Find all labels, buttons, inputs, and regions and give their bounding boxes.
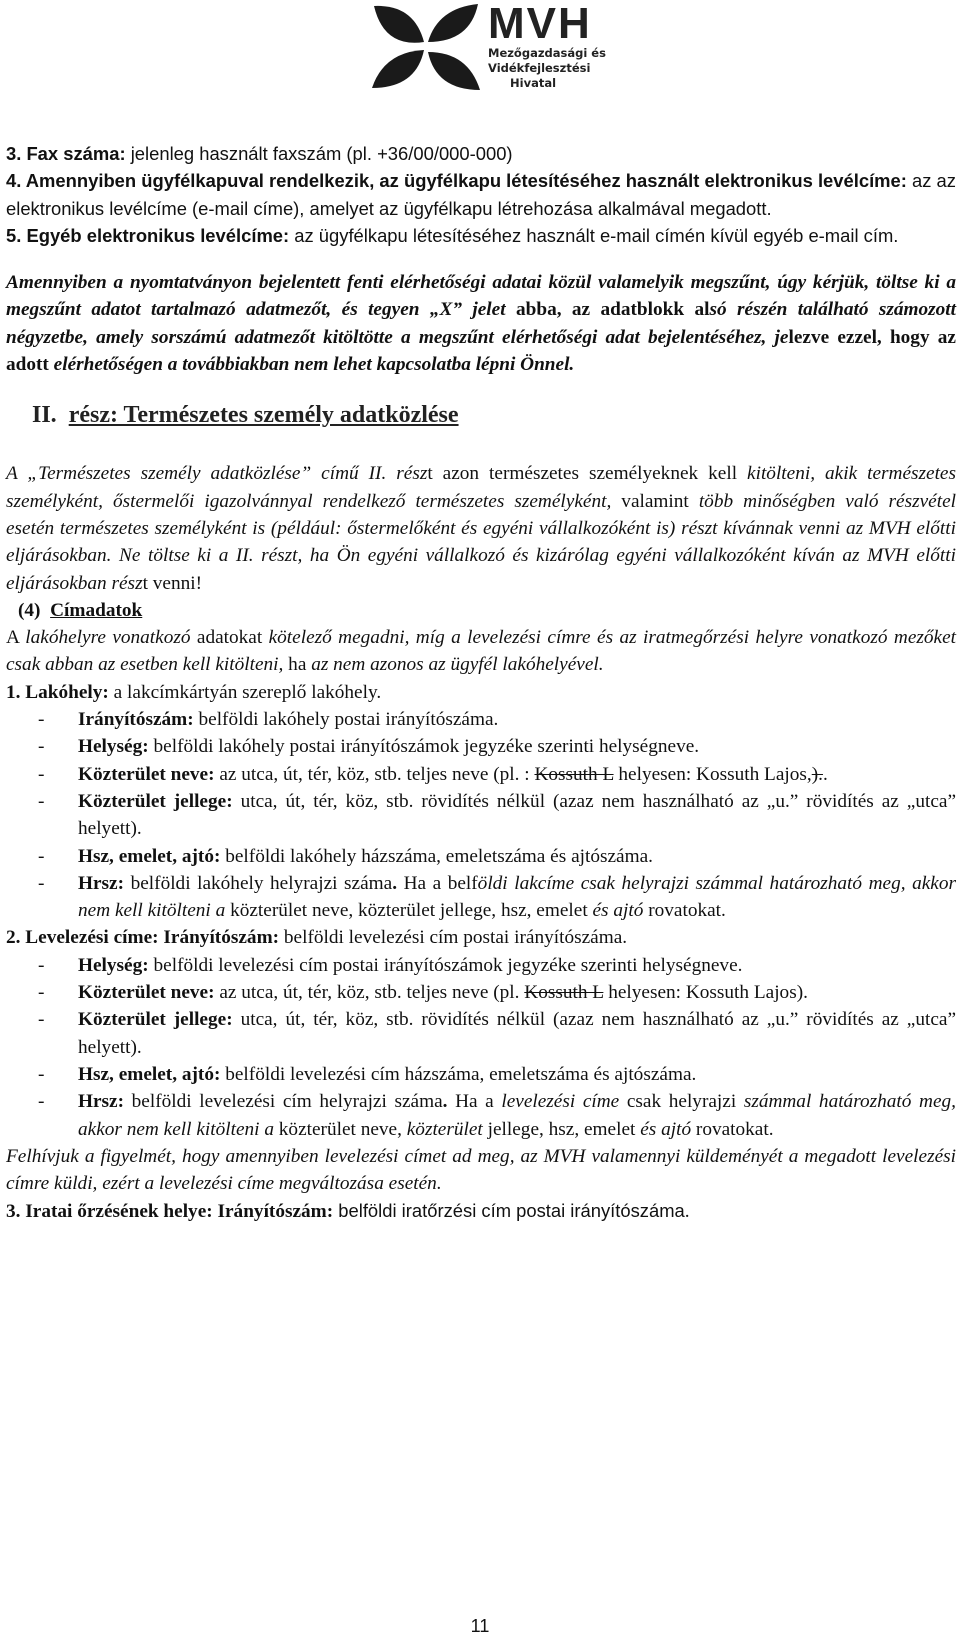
list-item-label: Hrsz: (78, 872, 125, 894)
leaf-logo-icon (370, 2, 482, 92)
felhivjuk-text: Felhívjuk a figyelmét, hogy amennyiben levelezési címet ad meg, az MVH valamennyi küldeményét a megadott levelezési címre küldi, ezért a levelezési címe megváltozása esetén. (6, 1145, 956, 1195)
list-item-text: és ajtó (592, 900, 644, 922)
page-number: 11 (470, 1616, 490, 1636)
section-intro-2: t azon természetes személyeknek (427, 463, 699, 485)
item-3-text: jelenleg használt faxszám (pl. +36/00/000-000) (125, 143, 513, 164)
list-item-text: belföldi lakóhely házszáma, emeletszáma és ajtószáma. (220, 845, 653, 867)
section-heading (6, 400, 956, 430)
logo-text (488, 2, 606, 91)
lakohely-kozterulet-jellege (6, 788, 956, 843)
lakohely-hsz (6, 843, 956, 870)
list-item-text: és ajtó (640, 1118, 692, 1140)
lakohely-iranyitoszam (6, 706, 956, 733)
address-intro-2: lakóhelyre vonatkozó (25, 627, 191, 649)
list-item-label: Hsz, emelet, ajtó: (78, 845, 221, 867)
list-item-text: rovatokat. (643, 900, 726, 922)
list-item-text: Ha a (447, 1091, 502, 1113)
lakohely-helyseg (6, 733, 956, 760)
item-5-text: az ügyfélkapu létesítéséhez használt e-mail címén kívül egyéb e-mail cím. (289, 224, 899, 246)
struck-text: Kossuth L (524, 982, 604, 1004)
notice-part-5: elérhetőségen a továbbiakban nem lehet kapcsolatba lépni Önnel. (48, 354, 575, 376)
section-intro-3: kell (698, 463, 738, 485)
address-intro-3: adatokat (190, 627, 269, 649)
lakohely-kozterulet-neve (6, 761, 956, 788)
struck-text: Kossuth L (534, 763, 614, 785)
list-item-text: . (442, 1091, 448, 1113)
list-item-text: levelezési címe (501, 1091, 620, 1113)
levelezesi-text: belföldi levelezési cím postai irányítószáma. (279, 927, 628, 949)
list-item-label: Helység: (78, 736, 149, 758)
iratai-end: . (684, 1201, 690, 1223)
levelezesi-label: 2. Levelezési címe: Irányítószám: (6, 927, 280, 949)
section-intro-5: valamint (611, 490, 689, 512)
list-item-text: az utca, út, tér, köz, stb. teljes neve (pl. : (214, 763, 535, 785)
list-item-text: neve, (355, 1118, 407, 1140)
lakohely-hrsz (6, 870, 956, 925)
address-intro (6, 624, 956, 679)
notice-paragraph (6, 269, 956, 378)
list-item-text: helyesen: Kossuth Lajos, (613, 763, 812, 785)
list-item-label: Hsz, emelet, ajtó: (78, 1063, 221, 1085)
felhivjuk-paragraph (6, 1143, 956, 1198)
levelezesi-helyseg (6, 952, 956, 979)
item-3 (6, 140, 956, 167)
section-intro-6: több minőségben való részvétel esetén természetes személyként is (például: őstermelőként és egyéni vállalkozóként is) részt kívánnak venni az MVH előtti eljárásokban. Ne töltse ki a II. rész (6, 490, 956, 567)
list-item-text: jellege, hsz, emelet (482, 1118, 641, 1140)
section-intro (6, 460, 956, 596)
list-item-text: belföldi levelezési cím helyrajzi száma (124, 1091, 443, 1113)
list-item-text: helyesen: Kossuth Lajos). (603, 982, 808, 1004)
iratai-text: belföldi iratőrzési cím postai irányítószáma (333, 1200, 685, 1222)
item-5-label: 5. Egyéb elektronikus levélcíme: (6, 224, 290, 246)
list-item-text: számmal határozható meg, akkor nem kell kitölteni a (78, 1091, 956, 1140)
list-item-text: Ha a belf (397, 872, 478, 894)
list-item-text: belföldi lakóhely postai irányítószáma. (193, 709, 499, 731)
list-item-text: belföldi levelezési cím házszáma, emeletszáma és ajtószáma. (220, 1063, 697, 1085)
item-5 (6, 222, 956, 249)
lakohely-label: 1. Lakóhely: (6, 681, 109, 703)
section-intro-1: A „Természetes személy adatközlése” című II. rész (6, 463, 428, 485)
list-item-label: Irányítószám: (78, 709, 194, 731)
list-item-text: utca, út, tér, köz, stb. rövidítés nélkül (azaz nem használható az „u.” rövidítés az „utca” helyett). (78, 1009, 957, 1058)
section-title: rész: Természetes személy adatközlése (68, 402, 459, 429)
list-item-text: utca, út, tér, köz, stb. rövidítés nélkül (azaz nem használható az „u.” rövidítés az „utca” helyett). (78, 790, 957, 840)
list-item-text: rovatokat. (691, 1118, 774, 1140)
item-4-text: az az elektronikus levélcíme (e-mail címe), amelyet az ügyfélkapu létrehozása alkalmával megadott. (6, 170, 956, 219)
notice-part-3: só részén található számozott négyzetbe, amely sorszámú adatmezőt kitöltötte a megszűnt elérhetőségi adat bejelentéséhez, je (6, 299, 957, 348)
logo-line-3: Hivatal (510, 76, 557, 90)
address-intro-6: az nem azonos az ügyfél lakóhelyével. (311, 654, 604, 676)
subsection-heading (6, 597, 956, 624)
address-intro-1: A (6, 627, 26, 649)
section-number: II. (32, 402, 57, 429)
notice-part-1: Amennyiben a nyomtatványon bejelentett fenti elérhetőségi adatai közül valamelyik megszűnt, úgy kérjük, töltse ki a megszűnt adatot tartalmazó adatmezőt, és tegyen „X” jelet (6, 272, 956, 321)
levelezesi-kozterulet-jellege (6, 1006, 956, 1061)
address-intro-4: kötelező megadni, míg a levelezési címre és az iratmegőrzési helyre vonatkozó mezőket csak abban az esetben kell kitölteni, (6, 627, 956, 676)
list-item-text: öldi lakcíme csak helyrajzi számmal határozható meg, akkor nem kell kitölteni a (78, 872, 956, 922)
section-intro-7: t, ha Ön egyéni vállalkozó és kizárólag egyéni vállalkozóként kíván az MVH előtti eljárásokban rész (6, 545, 956, 594)
list-item-text: az utca, út, tér, köz, stb. teljes neve (pl. (214, 982, 525, 1004)
iratai-heading (6, 1197, 956, 1225)
lakohely-text: a lakcímkártyán szereplő lakóhely. (108, 681, 382, 703)
list-item-text: közterület neve, közterület jellege, hsz, emelet (225, 900, 593, 922)
logo-title: MVH (488, 0, 592, 48)
section-intro-8: t venni! (142, 572, 203, 594)
list-item-text: . (392, 872, 398, 894)
logo-line-2: Vidékfejlesztési (488, 61, 591, 75)
list-item-label: Közterület neve: (78, 982, 215, 1004)
subsection-title: Címadatok (50, 599, 143, 621)
list-item-text: közterület (406, 1118, 483, 1140)
notice-part-2: abba, az adatblokk al (505, 299, 710, 321)
list-item-label: Helység: (78, 954, 149, 976)
address-intro-5: ha (283, 654, 312, 676)
list-item-text: belföldi lakóhely postai irányítószámok jegyzéke szerinti helységneve. (148, 736, 700, 758)
struck-text: ). (811, 763, 823, 785)
levelezesi-heading (6, 924, 956, 951)
iratai-label: 3. Iratai őrzésének helye: Irányítószám: (6, 1201, 334, 1223)
list-item-text: csak helyrajzi (619, 1091, 744, 1113)
list-item-text: belföldi levelezési cím postai irányítószámok jegyzéke szerinti helységneve. (148, 954, 743, 976)
levelezesi-kozterulet-neve (6, 979, 956, 1006)
subsection-number: (4) (18, 599, 41, 621)
list-item-text: belföldi lakóhely helyrajzi száma (124, 872, 393, 894)
document-body (6, 140, 956, 1226)
item-3-label: 3. Fax száma: (6, 143, 126, 164)
list-item-label: Közterület jellege: (78, 790, 233, 812)
list-item-text: közterület (273, 1118, 356, 1140)
levelezesi-hsz (6, 1061, 956, 1088)
list-item-label: Közterület jellege: (78, 1009, 233, 1031)
section-intro-4: kitölteni, akik természetes személyként, őstermelői igazolvánnyal rendelkező természetes személyként, (6, 463, 956, 512)
levelezesi-hrsz (6, 1088, 956, 1143)
list-item-label: Hrsz: (78, 1091, 125, 1113)
item-4 (6, 167, 956, 222)
notice-part-4: lezve ezzel, hogy az adott (6, 326, 956, 376)
mvh-logo (370, 2, 620, 96)
logo-line-1: Mezőgazdasági és (488, 46, 606, 60)
lakohely-heading (6, 679, 956, 706)
item-4-label: 4. Amennyiben ügyfélkapuval rendelkezik, az ügyfélkapu létesítéséhez használt elektronikus levélcíme: (6, 170, 907, 192)
list-item-text: . (822, 763, 828, 785)
list-item-label: Közterület neve: (78, 763, 215, 785)
